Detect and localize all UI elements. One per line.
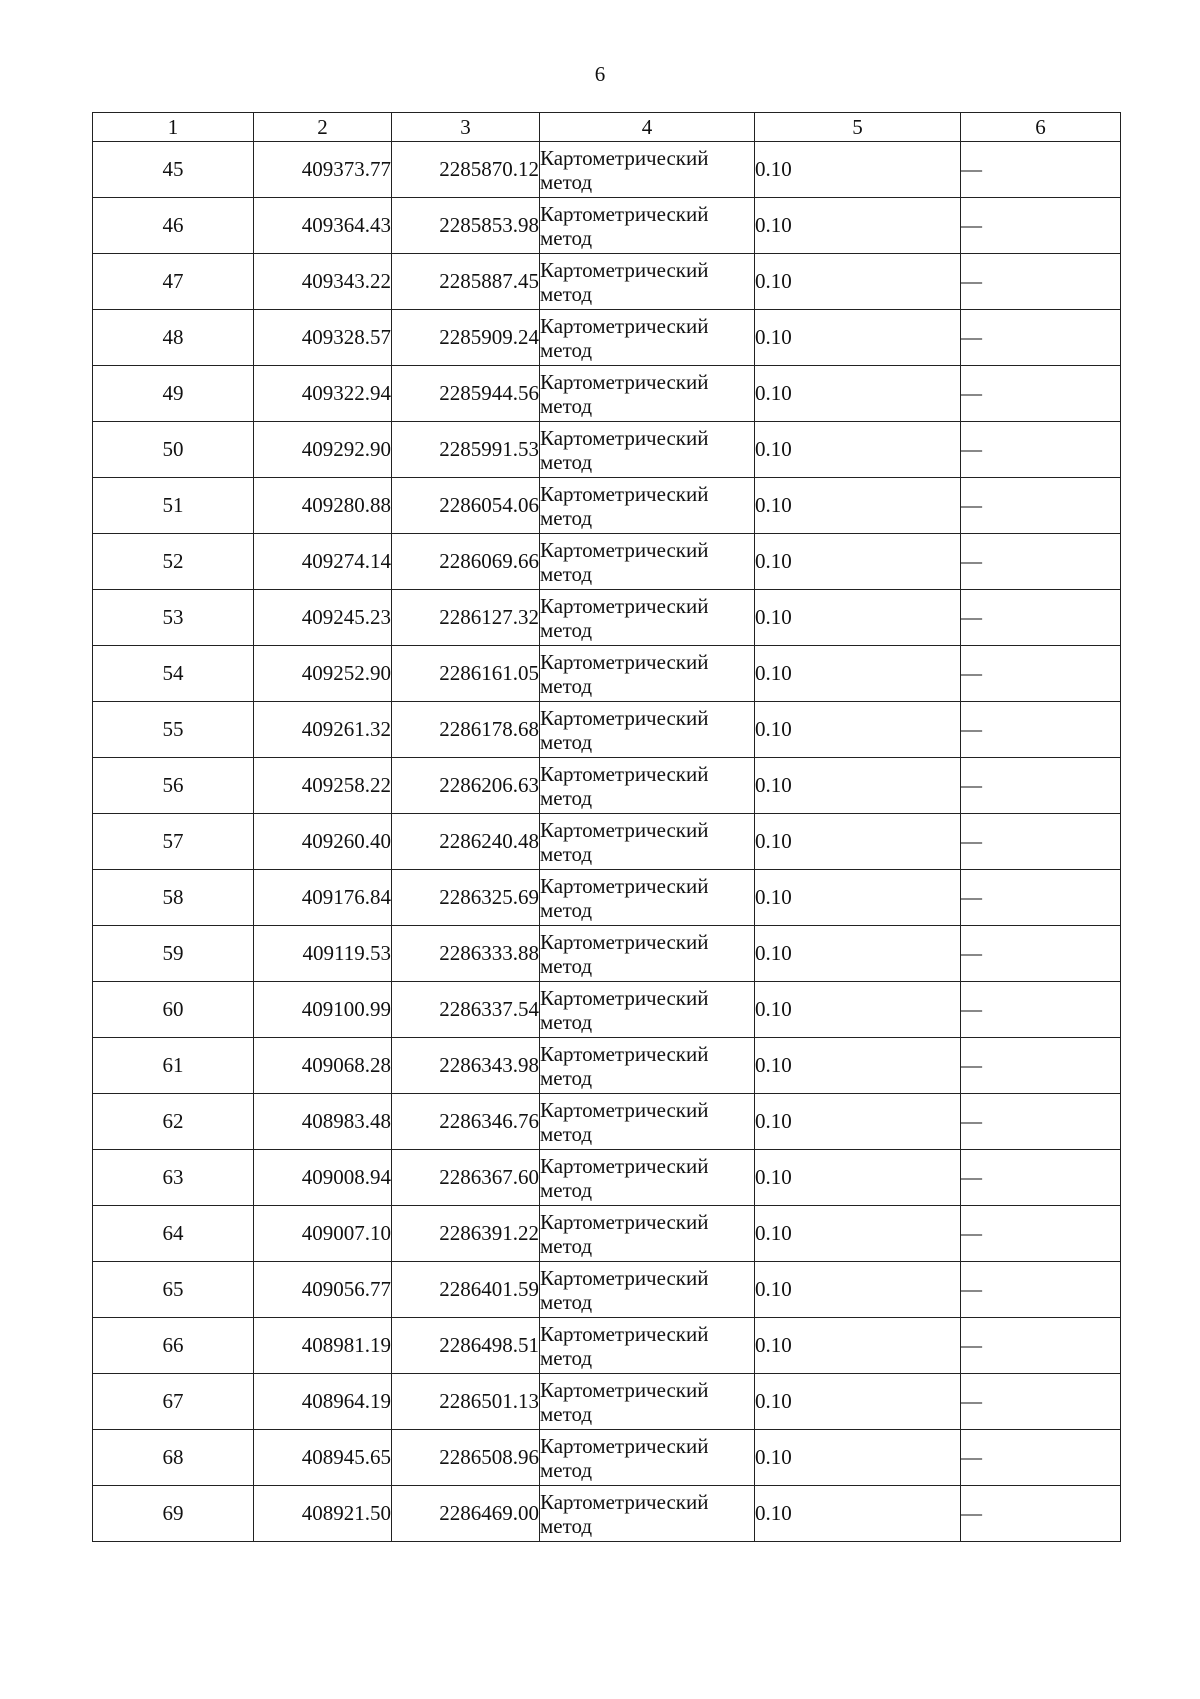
point-number-cell: 48 [93,310,254,366]
y-coordinate-cell: 2285909.24 [392,310,540,366]
table-row [93,758,1121,814]
column-header-6: 6 [961,113,1121,142]
point-number-cell: 62 [93,1094,254,1150]
note-cell: — [961,1038,1121,1094]
accuracy-cell: 0.10 [755,1038,961,1094]
y-coordinate-cell: 2286367.60 [392,1150,540,1206]
note-cell: — [961,646,1121,702]
accuracy-cell: 0.10 [755,646,961,702]
note-cell: — [961,254,1121,310]
x-coordinate-cell: 409119.53 [254,926,392,982]
note-cell: — [961,758,1121,814]
accuracy-cell: 0.10 [755,870,961,926]
point-number-cell: 67 [93,1374,254,1430]
table-row [93,422,1121,478]
point-number-cell: 53 [93,590,254,646]
table-row [93,646,1121,702]
table-row [93,254,1121,310]
y-coordinate-cell: 2285853.98 [392,198,540,254]
method-cell: Картометрический метод [540,1262,755,1318]
accuracy-cell: 0.10 [755,254,961,310]
table-row [93,1262,1121,1318]
accuracy-cell: 0.10 [755,366,961,422]
x-coordinate-cell: 409245.23 [254,590,392,646]
point-number-cell: 56 [93,758,254,814]
method-cell: Картометрический метод [540,646,755,702]
x-coordinate-cell: 409280.88 [254,478,392,534]
x-coordinate-cell: 409364.43 [254,198,392,254]
note-cell: — [961,1150,1121,1206]
accuracy-cell: 0.10 [755,590,961,646]
accuracy-cell: 0.10 [755,1374,961,1430]
x-coordinate-cell: 409100.99 [254,982,392,1038]
accuracy-cell: 0.10 [755,142,961,198]
note-cell: — [961,1318,1121,1374]
method-cell: Картометрический метод [540,1318,755,1374]
y-coordinate-cell: 2286501.13 [392,1374,540,1430]
header-row [93,113,1121,142]
x-coordinate-cell: 409292.90 [254,422,392,478]
accuracy-cell: 0.10 [755,478,961,534]
x-coordinate-cell: 409007.10 [254,1206,392,1262]
point-number-cell: 59 [93,926,254,982]
method-cell: Картометрический метод [540,310,755,366]
y-coordinate-cell: 2286343.98 [392,1038,540,1094]
y-coordinate-cell: 2285944.56 [392,366,540,422]
y-coordinate-cell: 2286337.54 [392,982,540,1038]
point-number-cell: 60 [93,982,254,1038]
x-coordinate-cell: 409373.77 [254,142,392,198]
column-header-5: 5 [755,113,961,142]
point-number-cell: 63 [93,1150,254,1206]
point-number-cell: 68 [93,1430,254,1486]
table-row [93,1318,1121,1374]
note-cell: — [961,198,1121,254]
table-row [93,702,1121,758]
x-coordinate-cell: 408964.19 [254,1374,392,1430]
column-header-2: 2 [254,113,392,142]
note-cell: — [961,926,1121,982]
x-coordinate-cell: 408983.48 [254,1094,392,1150]
method-cell: Картометрический метод [540,1486,755,1542]
coordinates-table [92,112,1121,1542]
y-coordinate-cell: 2285991.53 [392,422,540,478]
y-coordinate-cell: 2286069.66 [392,534,540,590]
accuracy-cell: 0.10 [755,702,961,758]
y-coordinate-cell: 2286401.59 [392,1262,540,1318]
x-coordinate-cell: 409068.28 [254,1038,392,1094]
x-coordinate-cell: 409176.84 [254,870,392,926]
page-number: 6 [594,62,606,86]
method-cell: Картометрический метод [540,926,755,982]
method-cell: Картометрический метод [540,478,755,534]
table-row [93,926,1121,982]
method-cell: Картометрический метод [540,1430,755,1486]
x-coordinate-cell: 409328.57 [254,310,392,366]
table-row [93,1038,1121,1094]
point-number-cell: 46 [93,198,254,254]
note-cell: — [961,982,1121,1038]
y-coordinate-cell: 2286346.76 [392,1094,540,1150]
method-cell: Картометрический метод [540,254,755,310]
y-coordinate-cell: 2285887.45 [392,254,540,310]
table-row [93,870,1121,926]
accuracy-cell: 0.10 [755,926,961,982]
x-coordinate-cell: 409008.94 [254,1150,392,1206]
y-coordinate-cell: 2286325.69 [392,870,540,926]
method-cell: Картометрический метод [540,142,755,198]
y-coordinate-cell: 2286240.48 [392,814,540,870]
point-number-cell: 69 [93,1486,254,1542]
note-cell: — [961,702,1121,758]
point-number-cell: 54 [93,646,254,702]
table-row [93,1150,1121,1206]
table-row [93,142,1121,198]
point-number-cell: 47 [93,254,254,310]
accuracy-cell: 0.10 [755,1486,961,1542]
table-row [93,1094,1121,1150]
method-cell: Картометрический метод [540,870,755,926]
x-coordinate-cell: 409274.14 [254,534,392,590]
method-cell: Картометрический метод [540,366,755,422]
note-cell: — [961,310,1121,366]
y-coordinate-cell: 2286161.05 [392,646,540,702]
note-cell: — [961,870,1121,926]
note-cell: — [961,814,1121,870]
table-row [93,198,1121,254]
accuracy-cell: 0.10 [755,1318,961,1374]
method-cell: Картометрический метод [540,702,755,758]
table-row [93,1374,1121,1430]
accuracy-cell: 0.10 [755,1150,961,1206]
point-number-cell: 50 [93,422,254,478]
table-row [93,478,1121,534]
method-cell: Картометрический метод [540,1206,755,1262]
accuracy-cell: 0.10 [755,534,961,590]
table-row [93,1430,1121,1486]
table-row [93,1486,1121,1542]
y-coordinate-cell: 2286127.32 [392,590,540,646]
x-coordinate-cell: 408921.50 [254,1486,392,1542]
method-cell: Картометрический метод [540,534,755,590]
method-cell: Картометрический метод [540,1374,755,1430]
method-cell: Картометрический метод [540,198,755,254]
point-number-cell: 52 [93,534,254,590]
table-row [93,534,1121,590]
point-number-cell: 66 [93,1318,254,1374]
note-cell: — [961,1206,1121,1262]
y-coordinate-cell: 2285870.12 [392,142,540,198]
accuracy-cell: 0.10 [755,1206,961,1262]
point-number-cell: 65 [93,1262,254,1318]
table-row [93,1206,1121,1262]
note-cell: — [961,366,1121,422]
y-coordinate-cell: 2286178.68 [392,702,540,758]
y-coordinate-cell: 2286333.88 [392,926,540,982]
y-coordinate-cell: 2286054.06 [392,478,540,534]
x-coordinate-cell: 409258.22 [254,758,392,814]
point-number-cell: 55 [93,702,254,758]
accuracy-cell: 0.10 [755,422,961,478]
y-coordinate-cell: 2286498.51 [392,1318,540,1374]
method-cell: Картометрический метод [540,814,755,870]
y-coordinate-cell: 2286508.96 [392,1430,540,1486]
x-coordinate-cell: 409260.40 [254,814,392,870]
note-cell: — [961,1374,1121,1430]
note-cell: — [961,534,1121,590]
column-header-1: 1 [93,113,254,142]
accuracy-cell: 0.10 [755,982,961,1038]
note-cell: — [961,142,1121,198]
method-cell: Картометрический метод [540,422,755,478]
table-row [93,590,1121,646]
table-row [93,310,1121,366]
point-number-cell: 49 [93,366,254,422]
point-number-cell: 61 [93,1038,254,1094]
accuracy-cell: 0.10 [755,758,961,814]
note-cell: — [961,478,1121,534]
accuracy-cell: 0.10 [755,1094,961,1150]
x-coordinate-cell: 409322.94 [254,366,392,422]
note-cell: — [961,590,1121,646]
x-coordinate-cell: 409261.32 [254,702,392,758]
note-cell: — [961,1430,1121,1486]
point-number-cell: 45 [93,142,254,198]
accuracy-cell: 0.10 [755,310,961,366]
table-row [93,366,1121,422]
method-cell: Картометрический метод [540,1150,755,1206]
point-number-cell: 64 [93,1206,254,1262]
column-header-4: 4 [540,113,755,142]
table-row [93,814,1121,870]
x-coordinate-cell: 409252.90 [254,646,392,702]
x-coordinate-cell: 408945.65 [254,1430,392,1486]
accuracy-cell: 0.10 [755,814,961,870]
note-cell: — [961,422,1121,478]
table-row [93,982,1121,1038]
y-coordinate-cell: 2286391.22 [392,1206,540,1262]
y-coordinate-cell: 2286206.63 [392,758,540,814]
accuracy-cell: 0.10 [755,198,961,254]
table-body [93,142,1121,1542]
note-cell: — [961,1094,1121,1150]
method-cell: Картометрический метод [540,1038,755,1094]
x-coordinate-cell: 409056.77 [254,1262,392,1318]
point-number-cell: 57 [93,814,254,870]
x-coordinate-cell: 408981.19 [254,1318,392,1374]
accuracy-cell: 0.10 [755,1430,961,1486]
column-header-3: 3 [392,113,540,142]
point-number-cell: 51 [93,478,254,534]
point-number-cell: 58 [93,870,254,926]
y-coordinate-cell: 2286469.00 [392,1486,540,1542]
method-cell: Картометрический метод [540,1094,755,1150]
accuracy-cell: 0.10 [755,1262,961,1318]
method-cell: Картометрический метод [540,982,755,1038]
method-cell: Картометрический метод [540,758,755,814]
note-cell: — [961,1486,1121,1542]
method-cell: Картометрический метод [540,590,755,646]
note-cell: — [961,1262,1121,1318]
x-coordinate-cell: 409343.22 [254,254,392,310]
